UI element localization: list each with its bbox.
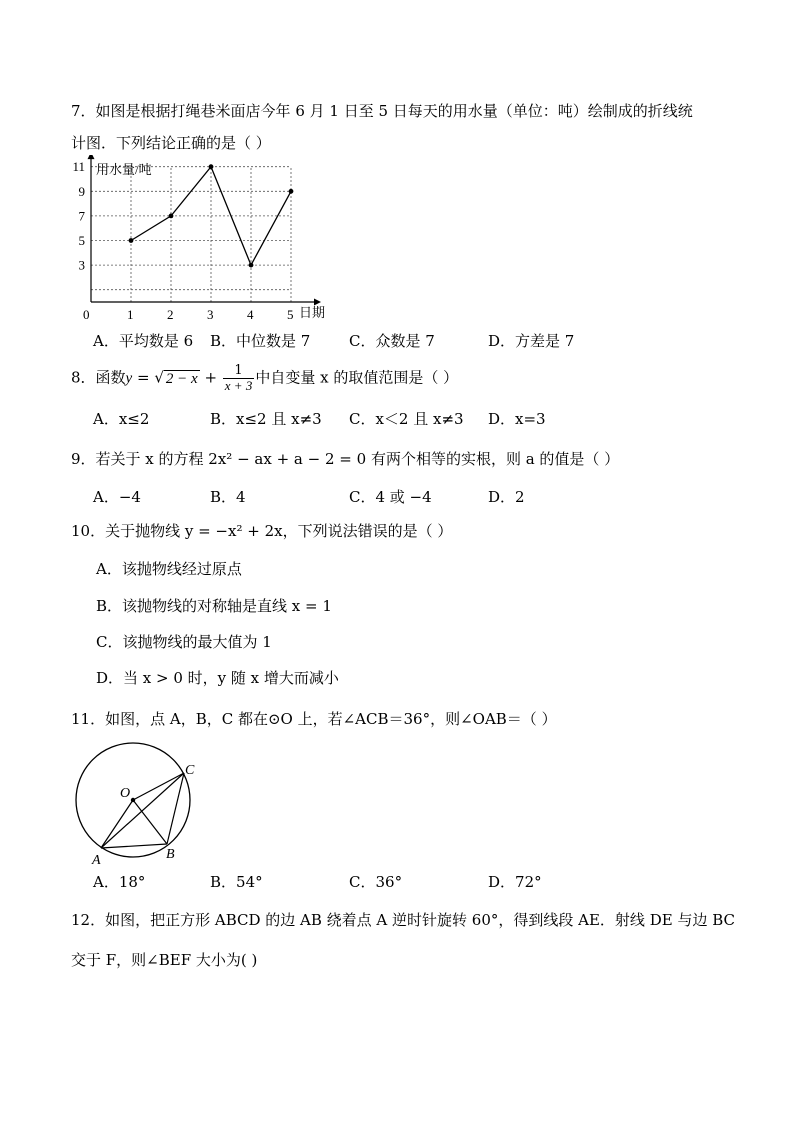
q8-plus: + bbox=[199, 368, 222, 387]
q8-option-d: D．x=3 bbox=[488, 410, 546, 428]
y-tick-label: 3 bbox=[78, 257, 85, 273]
q10-text: 10．关于抛物线 y = −x² + 2x，下列说法错误的是（ ） bbox=[71, 522, 453, 540]
q7-option-b: B．中位数是 7 bbox=[210, 332, 311, 350]
y-tick-label: 9 bbox=[78, 183, 85, 199]
chart-y-axis-label: 用水量/吨 bbox=[96, 162, 152, 177]
q7-option-c: C．众数是 7 bbox=[349, 332, 435, 350]
q11-option-a: A．18° bbox=[93, 873, 146, 891]
q8-frac-num: 1 bbox=[223, 364, 255, 379]
q7-option-d: D．方差是 7 bbox=[488, 332, 575, 350]
q9-option-b: B．4 bbox=[210, 488, 246, 506]
segment-bc bbox=[167, 773, 184, 844]
q8-text bbox=[71, 364, 458, 393]
q9-text: 9．若关于 x 的方程 2x² − ax + a − 2 = 0 有两个相等的实根，则 a 的值是（ ） bbox=[71, 450, 620, 468]
label-o: O bbox=[120, 786, 131, 801]
q8-option-a: A．x≤2 bbox=[93, 410, 150, 428]
q10-option-a: A．该抛物线经过原点 bbox=[96, 560, 242, 578]
label-c: C bbox=[185, 763, 195, 778]
sqrt-sign: √ bbox=[154, 368, 164, 387]
q7-text-line2: 计图．下列结论正确的是（ ） bbox=[71, 134, 271, 152]
q12-text-line1: 12．如图，把正方形 ABCD 的边 AB 绕着点 A 逆时针旋转 60°，得到线段 AE．射线 DE 与边 BC bbox=[71, 911, 735, 929]
label-a: A bbox=[92, 853, 101, 868]
q11-option-b: B．54° bbox=[210, 873, 263, 891]
data-point bbox=[249, 263, 254, 268]
q8-fraction bbox=[223, 364, 255, 393]
q12-text-line2: 交于 F，则∠BEF 大小为( ) bbox=[71, 951, 258, 969]
q11-option-c: C．36° bbox=[349, 873, 403, 891]
q8-prefix: 8．函数 bbox=[71, 368, 126, 387]
q10-option-d: D．当 x > 0 时，y 随 x 增大而减小 bbox=[96, 669, 339, 687]
x-tick-label: 1 bbox=[127, 307, 134, 322]
q9-option-c: C．4 或 −4 bbox=[349, 488, 432, 506]
chart-x-axis-label: 日期 bbox=[299, 305, 326, 320]
x-tick-label: 3 bbox=[207, 307, 214, 322]
q11-option-d: D．72° bbox=[488, 873, 542, 891]
x-tick-label: 2 bbox=[167, 307, 174, 322]
q11-text: 11．如图，点 A，B，C 都在⊙O 上，若∠ACB＝36°，则∠OAB＝（ ） bbox=[71, 710, 557, 728]
q7-line-chart bbox=[68, 155, 338, 325]
q10-option-b: B．该抛物线的对称轴是直线 x = 1 bbox=[96, 597, 332, 615]
q9-option-d: D．2 bbox=[488, 488, 525, 506]
segment-ob bbox=[133, 800, 167, 844]
segment-ab bbox=[101, 844, 167, 848]
segment-ac bbox=[101, 773, 184, 848]
data-point bbox=[169, 214, 174, 219]
chart-grid bbox=[91, 167, 291, 302]
q8-frac-den: x + 3 bbox=[224, 378, 253, 393]
data-point bbox=[289, 189, 294, 194]
q8-option-b: B．x≤2 且 x≠3 bbox=[210, 410, 322, 428]
x-tick-label: 0 bbox=[83, 307, 90, 322]
q7-option-a: A．平均数是 6 bbox=[93, 332, 194, 350]
y-axis-arrow bbox=[88, 155, 95, 159]
q8-y: y bbox=[125, 370, 133, 387]
q9-option-a: A．−4 bbox=[93, 488, 141, 506]
y-tick-label: 11 bbox=[72, 159, 85, 175]
x-tick-label: 5 bbox=[287, 307, 294, 322]
label-b: B bbox=[166, 847, 175, 862]
q7-text-line1: 7．如图是根据打绳巷米面店今年 6 月 1 日至 5 日每天的用水量（单位：吨）绘制成的折线统 bbox=[71, 102, 693, 120]
data-point bbox=[209, 164, 214, 169]
q11-circle-diagram bbox=[70, 740, 210, 870]
y-tick-label: 5 bbox=[78, 233, 85, 248]
q8-option-c: C．x＜2 且 x≠3 bbox=[349, 410, 464, 428]
q8-sqrt-arg: 2 − x bbox=[165, 370, 198, 387]
q8-suffix: 中自变量 x 的取值范围是（ ） bbox=[255, 368, 459, 387]
x-tick-label: 4 bbox=[247, 307, 254, 322]
point-o bbox=[131, 798, 135, 802]
q10-option-c: C．该抛物线的最大值为 1 bbox=[96, 633, 272, 651]
data-point bbox=[129, 238, 134, 243]
q8-eq: = bbox=[132, 368, 155, 387]
chart-axes bbox=[88, 155, 322, 306]
y-tick-label: 7 bbox=[78, 208, 85, 224]
